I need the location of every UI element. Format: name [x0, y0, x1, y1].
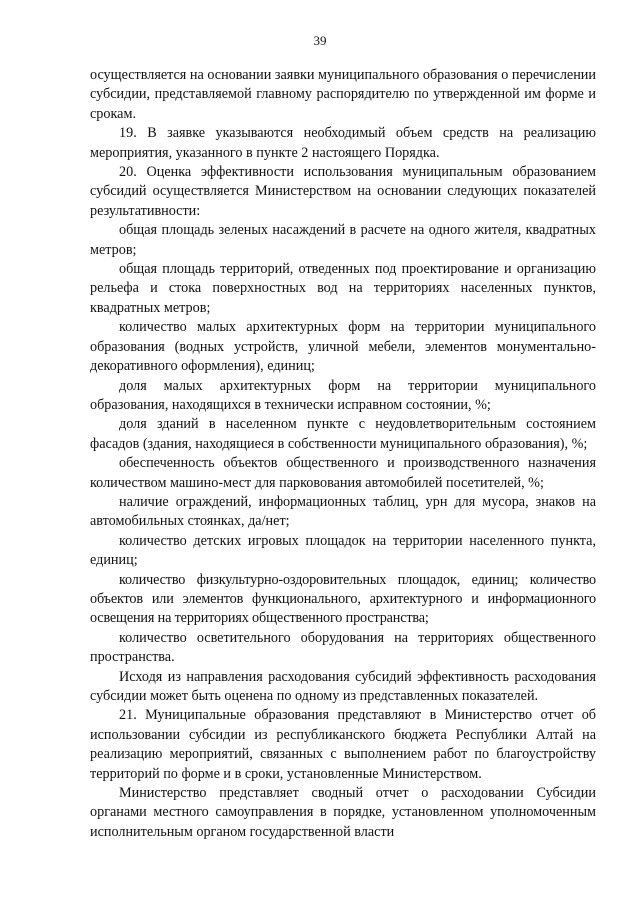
paragraph-3: 20. Оценка эффективности использования муниципальным образованием субсидий осуществляется Министерством на основании следующих показателей результативности:	[90, 164, 596, 219]
paragraph-14: Исходя из направления расходования субсидий эффективность расходования субсидии может быть оценена по одному из представленных показателей.	[90, 668, 596, 704]
paragraph-7: доля малых архитектурных форм на территории муниципального образования, находящихся в технически исправном состоянии, %;	[90, 377, 596, 413]
paragraph-6: количество малых архитектурных форм на территории муниципального образования (водных устройств, уличной мебели, элементов монументально-декоративного оформления), единиц;	[90, 319, 596, 375]
paragraph-9: обеспеченность объектов общественного и производственного назначения количеством машино-мест для парковования автомобилей посетителей, %;	[90, 455, 596, 491]
document-body	[90, 66, 596, 842]
paragraph-13: количество осветительного оборудования на территориях общественного пространства.	[90, 629, 596, 666]
paragraph-15: 21. Муниципальные образования представляют в Министерство отчет об использовании субсидии из республиканского бюджета Республики Алтай на реализацию мероприятий, связанных с выполнением работ по благоустройству территорий по форме и в сроки, установленные Министерством.	[90, 707, 596, 782]
paragraph-10: наличие ограждений, информационных таблиц, урн для мусора, знаков на автомобильных стоянках, да/нет;	[90, 493, 596, 530]
paragraph-4: общая площадь зеленых насаждений в расчете на одного жителя, квадратных метров;	[90, 222, 596, 258]
page-number: 39	[313, 33, 327, 48]
paragraph-12: количество физкультурно-оздоровительных площадок, единиц; количество объектов или элементов функционального, архитектурного и информационного освещения на территориях общественного пространства;	[90, 571, 596, 627]
paragraph-5: общая площадь территорий, отведенных под проектирование и организацию рельефа и стока поверхностных вод на территориях населенных пунктов, квадратных метров;	[90, 261, 596, 316]
paragraph-2: 19. В заявке указываются необходимый объем средств на реализацию мероприятия, указанного в пункте 2 настоящего Порядка.	[90, 125, 596, 161]
paragraph-11: количество детских игровых площадок на территории населенного пункта, единиц;	[90, 532, 596, 569]
paragraph-1: осуществляется на основании заявки муниципального образования о перечислении субсидии, представляемой главному распорядителю по утвержденной им форме и срокам.	[90, 67, 596, 122]
paragraph-16: Министерство представляет сводный отчет о расходовании Субсидии органами местного самоуправления в порядке, установленном уполномоченным исполнительным органом государственной власти	[90, 785, 596, 840]
paragraph-8: доля зданий в населенном пункте с неудовлетворительным состоянием фасадов (здания, находящиеся в собственности муниципального образования), %;	[90, 416, 596, 452]
